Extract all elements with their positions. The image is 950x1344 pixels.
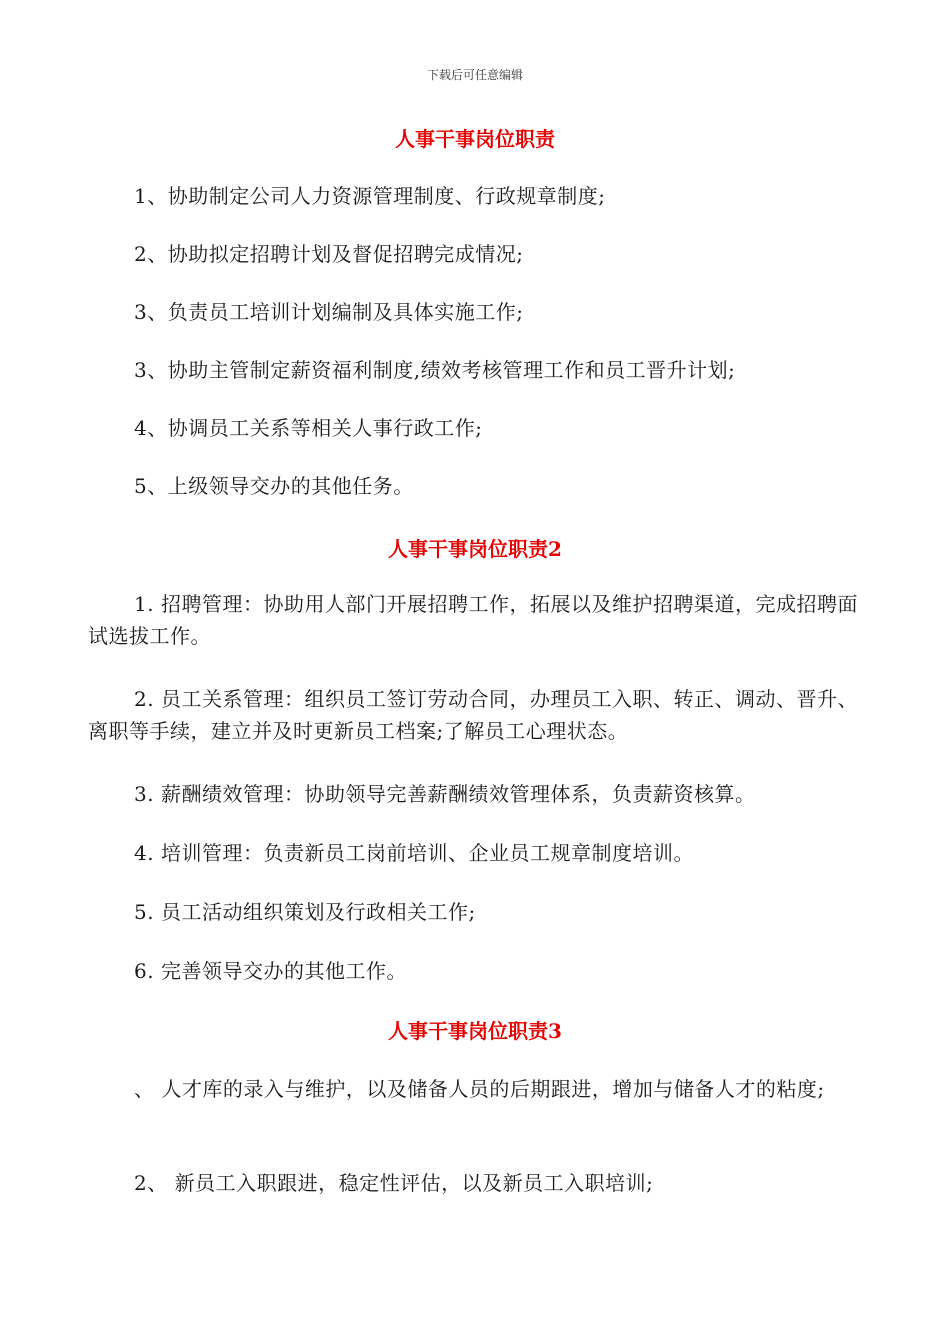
section-2-title: 人事干事岗位职责2 [388, 537, 562, 561]
section-3-item-1: 、 人才库的录入与维护，以及储备人员的后期跟进，增加与储备人才的粘度; [134, 1077, 825, 1101]
section-1-item-6: 5、上级领导交办的其他任务。 [134, 474, 414, 498]
section-1-item-2: 2、协助拟定招聘计划及督促招聘完成情况; [134, 242, 524, 266]
section-2-item-6: 6. 完善领导交办的其他工作。 [134, 959, 407, 983]
section-1-item-4: 3、协助主管制定薪资福利制度,绩效考核管理工作和员工晋升计划; [134, 358, 736, 382]
section-2-item-5: 5. 员工活动组织策划及行政相关工作; [134, 900, 476, 924]
header-note: 下载后可任意编辑 [426, 68, 523, 82]
section-3-item-2: 2、 新员工入职跟进，稳定性评估，以及新员工入职培训; [134, 1171, 654, 1195]
section-1-item-5: 4、协调员工关系等相关人事行政工作; [134, 416, 483, 440]
section-2-item-1: 1. 招聘管理：协助用人部门开展招聘工作，拓展以及维护招聘渠道，完成招聘面试选拔工作。 [88, 592, 858, 648]
section-2-item-4: 4. 培训管理：负责新员工岗前培训、企业员工规章制度培训。 [134, 841, 694, 865]
section-1-item-1: 1、协助制定公司人力资源管理制度、行政规章制度; [134, 184, 606, 208]
section-3-title: 人事干事岗位职责3 [388, 1019, 562, 1043]
section-2-item-3: 3. 薪酬绩效管理：协助领导完善薪酬绩效管理体系，负责薪资核算。 [134, 782, 756, 806]
section-1-title: 人事干事岗位职责 [395, 127, 555, 151]
section-2-item-2: 2. 员工关系管理：组织员工签订劳动合同，办理员工入职、转正、调动、晋升、离职等手续，建立并及时更新员工档案;了解员工心理状态。 [88, 687, 858, 743]
section-1-item-3: 3、负责员工培训计划编制及具体实施工作; [134, 300, 524, 324]
